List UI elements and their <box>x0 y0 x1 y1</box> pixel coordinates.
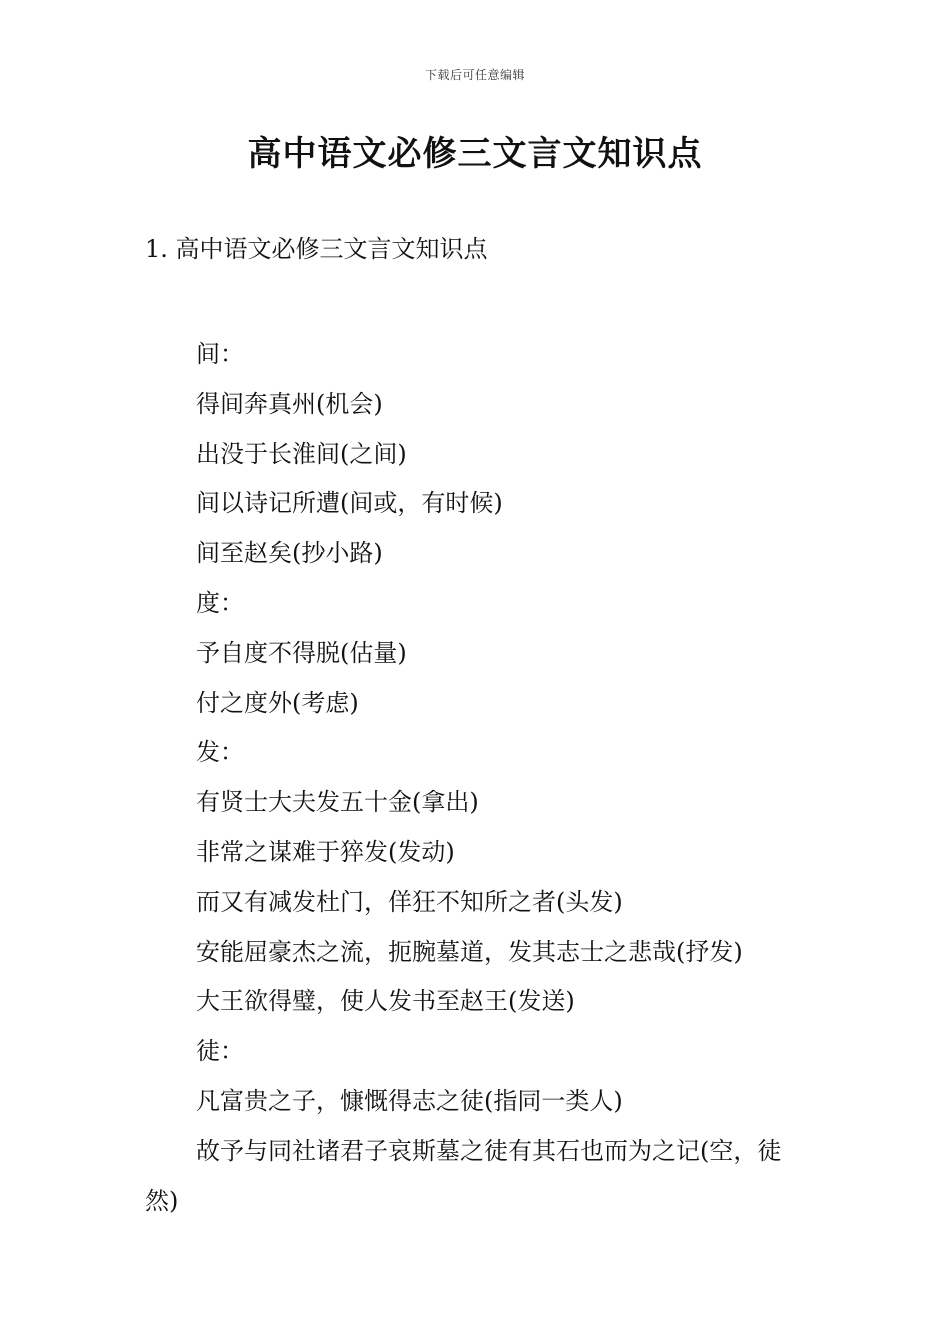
text-line: 非常之谋难于猝发(发动) <box>196 837 455 866</box>
text-line: 安能屈豪杰之流，扼腕墓道，发其志士之悲哉(抒发) <box>196 937 743 966</box>
text-line: 予自度不得脱(估量) <box>196 638 407 667</box>
text-line: 间以诗记所遭(间或，有时候) <box>196 489 503 518</box>
section-heading: 1. 高中语文必修三文言文知识点 <box>145 235 488 263</box>
text-line: 度： <box>196 588 244 617</box>
text-line: 付之度外(考虑) <box>196 688 359 717</box>
text-line: 间至赵矣(抄小路) <box>196 539 383 568</box>
page-header-note: 下载后可任意编辑 <box>424 68 525 82</box>
text-line: 间： <box>196 340 244 368</box>
text-line: 徒： <box>196 1037 244 1066</box>
text-line: 得间奔真州(机会) <box>196 389 383 418</box>
text-line: 凡富贵之子，慷慨得志之徒(指同一类人) <box>196 1086 623 1115</box>
body-text <box>145 330 810 1226</box>
document-title: 高中语文必修三文言文知识点 <box>247 134 703 174</box>
text-line: 出没于长淮间(之间) <box>196 439 407 468</box>
text-line: 而又有减发杜门，佯狂不知所之者(头发) <box>196 887 623 916</box>
text-line: 故予与同社诸君子哀斯墓之徒有其石也而为之记(空，徒然) <box>145 1136 782 1215</box>
text-line: 有贤士大夫发五十金(拿出) <box>196 788 479 817</box>
text-line: 大王欲得璧，使人发书至赵王(发送) <box>196 987 575 1016</box>
text-line: 发： <box>196 738 244 767</box>
